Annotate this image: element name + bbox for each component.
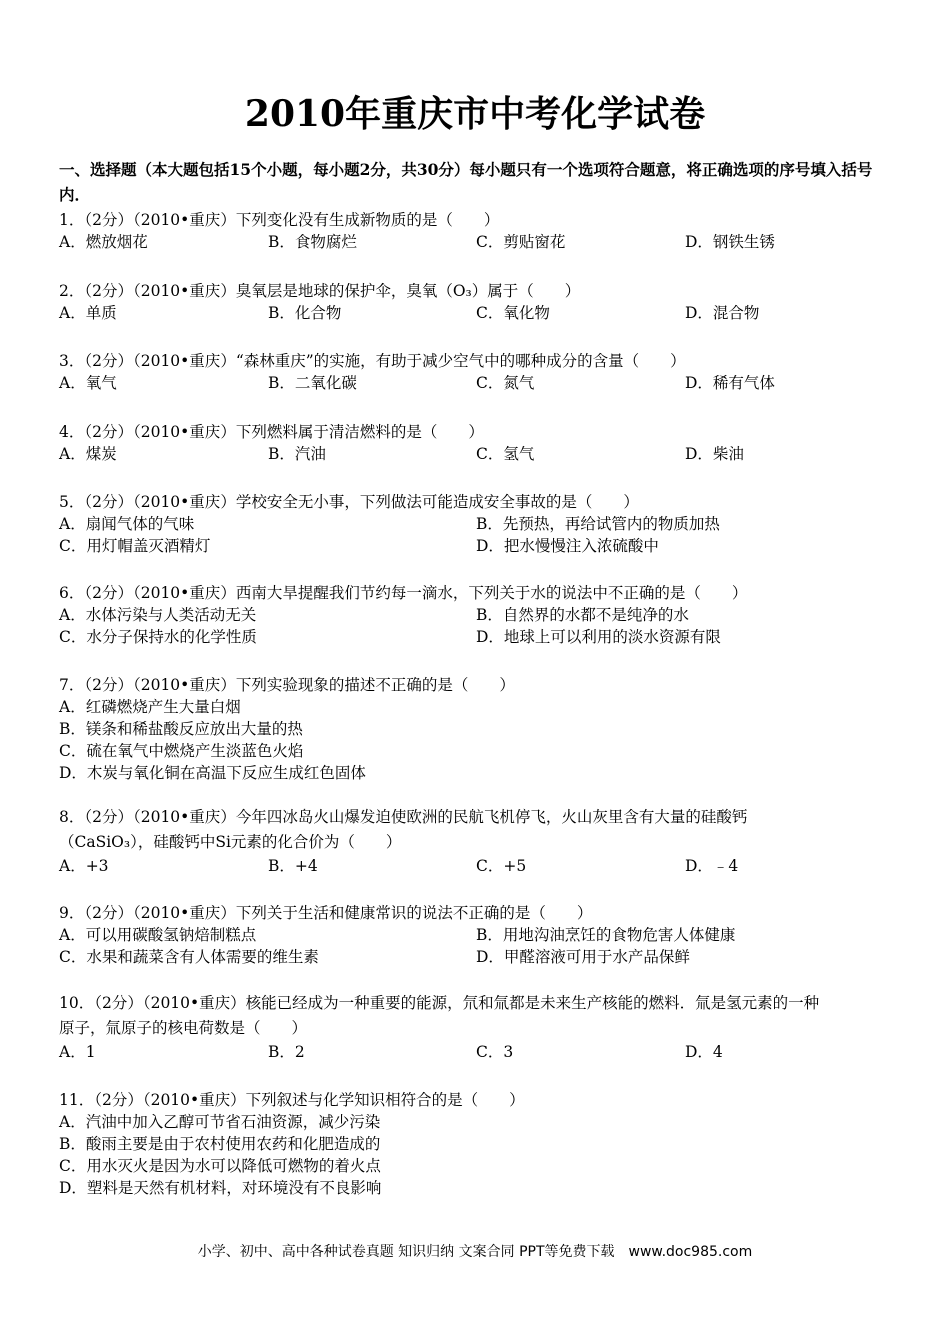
section-heading: 一、选择题（本大题包括15个小题，每小题2分，共30分）每小题只有一个选项符合题意，将正确选项的序号填入括号内． — [59, 160, 873, 204]
option-d: D．4 — [685, 1043, 723, 1061]
option-a: A．单质 — [59, 304, 117, 322]
option-d: D．稀有气体 — [685, 374, 775, 392]
options-row — [59, 372, 899, 394]
question-stem-continued: （CaSiO₃），硅酸钙中Si元素的化合价为（ ） — [59, 833, 402, 851]
option-a: A．水体污染与人类活动无关 — [59, 606, 257, 624]
options-row — [59, 513, 899, 535]
option-b: B．+4 — [268, 857, 318, 875]
option-b: B．二氧化碳 — [268, 374, 357, 392]
options-row — [59, 924, 899, 946]
question-stem: 8．（2分）（2010•重庆）今年四冰岛火山爆发迫使欧洲的民航飞机停飞，火山灰里含有大量的硅酸钙 — [59, 808, 748, 826]
question-11 — [59, 1089, 899, 1199]
option-a: A．扇闻气体的气味 — [59, 515, 195, 533]
options-row — [59, 626, 899, 648]
option-d: D．木炭与氧化铜在高温下反应生成红色固体 — [59, 764, 366, 782]
option-b: B．镁条和稀盐酸反应放出大量的热 — [59, 720, 303, 738]
question-stem: 5．（2分）（2010•重庆）学校安全无小事，下列做法可能造成安全事故的是（ ） — [59, 493, 639, 511]
options-row — [59, 1041, 899, 1063]
question-2 — [59, 280, 899, 324]
option-d: D．甲醛溶液可用于水产品保鲜 — [476, 948, 690, 966]
question-stem: 10．（2分）（2010•重庆）核能已经成为一种重要的能源，氘和氚都是未来生产核能的燃料．氚是氢元素的一种 — [59, 994, 820, 1012]
option-c: C．用水灭火是因为水可以降低可燃物的着火点 — [59, 1157, 381, 1175]
option-d: D．混合物 — [685, 304, 760, 322]
question-stem: 1．（2分）（2010•重庆）下列变化没有生成新物质的是（ ） — [59, 211, 500, 229]
option-c: C．水分子保持水的化学性质 — [59, 628, 257, 646]
option-a: A．红磷燃烧产生大量白烟 — [59, 698, 241, 716]
question-3 — [59, 350, 899, 394]
page-footer: 小学、初中、高中各种试卷真题 知识归纳 文案合同 PPT等免费下载 www.doc985.com — [197, 1244, 753, 1260]
option-b: B．自然界的水都不是纯净的水 — [476, 606, 689, 624]
question-stem-continued: 原子，氚原子的核电荷数是（ ） — [59, 1019, 308, 1037]
question-8 — [59, 805, 899, 877]
options-row — [59, 946, 899, 968]
option-d: D．把水慢慢注入浓硫酸中 — [476, 537, 659, 555]
option-c: C．氮气 — [476, 374, 535, 392]
options-row — [59, 443, 899, 465]
option-a: A．氧气 — [59, 374, 117, 392]
option-d: D．塑料是天然有机材料，对环境没有不良影响 — [59, 1179, 382, 1197]
option-d: D．﹣4 — [685, 857, 739, 875]
question-7 — [59, 674, 899, 784]
options-row — [59, 855, 899, 877]
question-9 — [59, 902, 899, 968]
option-a: A．燃放烟花 — [59, 233, 148, 251]
option-b: B．酸雨主要是由于农村使用农药和化肥造成的 — [59, 1135, 381, 1153]
option-c: C．硫在氧气中燃烧产生淡蓝色火焰 — [59, 742, 304, 760]
option-a: A．可以用碳酸氢钠焙制糕点 — [59, 926, 257, 944]
option-d: D．钢铁生锈 — [685, 233, 775, 251]
options-row — [59, 604, 899, 626]
option-b: B．先预热，再给试管内的物质加热 — [476, 515, 720, 533]
question-5 — [59, 491, 899, 557]
question-stem: 3．（2分）（2010•重庆）“森林重庆”的实施，有助于减少空气中的哪种成分的含量（ ） — [59, 352, 686, 370]
option-a: A．煤炭 — [59, 445, 117, 463]
question-6 — [59, 582, 899, 648]
options-row — [59, 535, 899, 557]
exam-title: 2010年重庆市中考化学试卷 — [244, 93, 706, 135]
option-c: C．3 — [476, 1043, 514, 1061]
option-c: C．+5 — [476, 857, 527, 875]
option-a: A．汽油中加入乙醇可节省石油资源，减少污染 — [59, 1113, 381, 1131]
option-a: A．+3 — [59, 857, 109, 875]
question-1 — [59, 209, 899, 253]
option-b: B．用地沟油烹饪的食物危害人体健康 — [476, 926, 736, 944]
question-10 — [59, 991, 899, 1063]
question-stem: 4．（2分）（2010•重庆）下列燃料属于清洁燃料的是（ ） — [59, 423, 484, 441]
option-c: C．氧化物 — [476, 304, 550, 322]
question-stem: 2．（2分）（2010•重庆）臭氧层是地球的保护伞，臭氧（O₃）属于（ ） — [59, 282, 581, 300]
question-stem: 6．（2分）（2010•重庆）西南大旱提醒我们节约每一滴水，下列关于水的说法中不正确的是（ ） — [59, 584, 748, 602]
option-c: C．剪贴窗花 — [476, 233, 566, 251]
option-c: C．氢气 — [476, 445, 535, 463]
options-row — [59, 231, 899, 253]
option-b: B．化合物 — [268, 304, 342, 322]
option-b: B．2 — [268, 1043, 305, 1061]
option-c: C．水果和蔬菜含有人体需要的维生素 — [59, 948, 319, 966]
option-b: B．食物腐烂 — [268, 233, 357, 251]
option-d: D．地球上可以利用的淡水资源有限 — [476, 628, 721, 646]
option-c: C．用灯帽盖灭酒精灯 — [59, 537, 211, 555]
question-stem: 11．（2分）（2010•重庆）下列叙述与化学知识相符合的是（ ） — [59, 1091, 525, 1109]
question-stem: 7．（2分）（2010•重庆）下列实验现象的描述不正确的是（ ） — [59, 676, 515, 694]
question-stem: 9．（2分）（2010•重庆）下列关于生活和健康常识的说法不正确的是（ ） — [59, 904, 593, 922]
question-4 — [59, 421, 899, 465]
option-b: B．汽油 — [268, 445, 326, 463]
option-a: A．1 — [59, 1043, 96, 1061]
options-row — [59, 302, 899, 324]
option-d: D．柴油 — [685, 445, 744, 463]
